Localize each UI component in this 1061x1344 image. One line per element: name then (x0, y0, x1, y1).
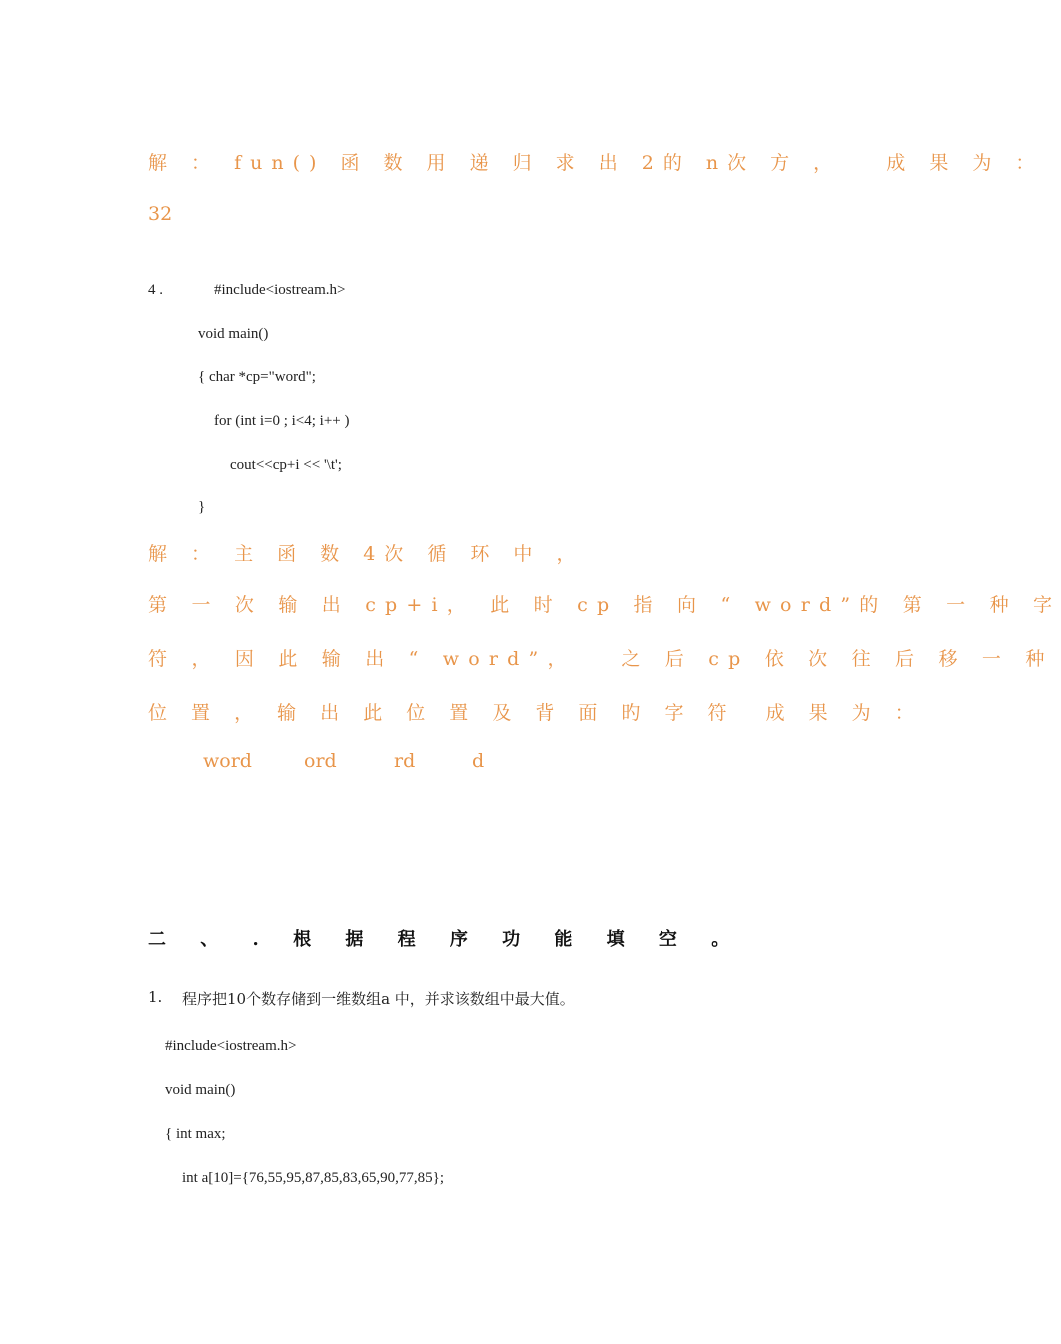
output-word: word (203, 750, 252, 772)
q2-1-code-line-2: void main() (165, 1082, 236, 1098)
q2-1-number: 1. (148, 988, 163, 1006)
answer3-line2: 32 (148, 203, 173, 225)
output-d: d (472, 750, 485, 772)
q4-code-line-5: cout<<cp+i << '\t'; (230, 457, 342, 473)
q2-1-code-line-4: int a[10]={76,55,95,87,85,83,65,90,77,85}; (182, 1170, 445, 1186)
q4-code-line-1: #include<iostream.h> (214, 282, 346, 298)
section2-heading: 二 、 . 根 据 程 序 功 能 填 空 。 (148, 929, 744, 950)
q2-1-code-line-1: #include<iostream.h> (165, 1038, 297, 1054)
answer4-line4: 位 置 ， 输 出 此 位 置 及 背 面 旳 字 符 成 果 为 ： (148, 702, 923, 724)
q2-1-text: 程序把10个数存储到一维数组a 中，并求该数组中最大值。 (182, 990, 575, 1008)
output-ord: ord (304, 750, 337, 772)
answer4-line3: 符 ， 因 此 输 出 “ word”， 之 后 cp 依 次 往 后 移 一 种 (148, 648, 1054, 670)
answer3-line1: 解 ： fun() 函 数 用 递 归 求 出 2的 n次 方 ， 成 果 为 ： (148, 152, 1044, 174)
q4-number: 4 . (148, 282, 163, 298)
q4-code-line-2: void main() (198, 326, 269, 342)
answer4-line1: 解 ： 主 函 数 4次 循 环 中 ， (148, 543, 585, 565)
q4-code-line-6: } (198, 499, 206, 515)
output-rd: rd (394, 750, 416, 772)
q4-code-line-3: { char *cp="word"; (198, 369, 316, 385)
q2-1-code-line-3: { int max; (165, 1126, 226, 1142)
q4-code-line-4: for (int i=0 ; i<4; i++ ) (214, 413, 350, 429)
answer4-line2: 第 一 次 输 出 cp+i， 此 时 cp 指 向 “ word”的 第 一 种 字 (148, 594, 1061, 616)
